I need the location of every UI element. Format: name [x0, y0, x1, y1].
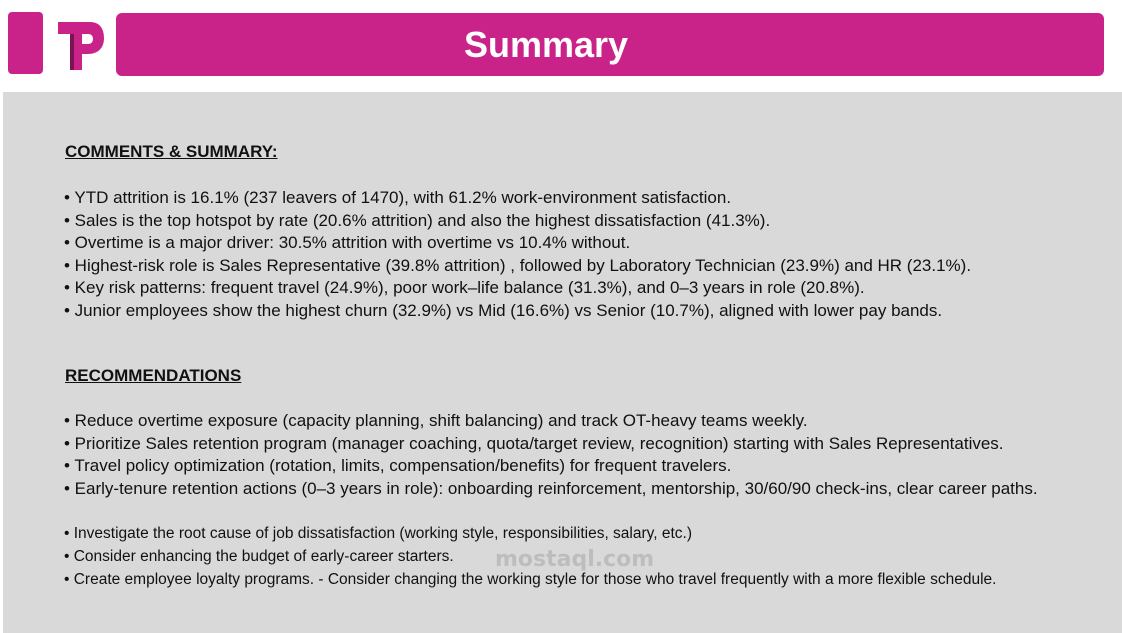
recommendations-heading: RECOMMENDATIONS [65, 366, 242, 385]
list-item: • Overtime is a major driver: 30.5% attrition with overtime vs 10.4% without. [64, 233, 631, 252]
list-item: • YTD attrition is 16.1% (237 leavers of 1470), with 61.2% work-environment satisfaction. [64, 188, 732, 207]
list-item: • Key risk patterns: frequent travel (24.9%), poor work–life balance (31.3%), and 0–3 years in role (20.8%). [64, 278, 865, 297]
list-item: • Prioritize Sales retention program (manager coaching, quota/target review, recognition) starting with Sales Representatives. [64, 433, 1004, 453]
summary-panel [3, 92, 1122, 633]
list-item: • Junior employees show the highest churn (32.9%) vs Mid (16.6%) vs Senior (10.7%), aligned with lower pay bands. [64, 300, 943, 320]
list-item: • Create employee loyalty programs. - Consider changing the working style for those who travel frequently with a more flexible schedule. [64, 571, 997, 588]
list-item: • Consider enhancing the budget of early-career starters. [64, 548, 454, 565]
list-item: • Investigate the root cause of job dissatisfaction (working style, responsibilities, salary, etc.) [64, 525, 693, 542]
list-item: • Reduce overtime exposure (capacity planning, shift balancing) and track OT-heavy teams weekly. [64, 411, 808, 430]
comments-list [64, 187, 1114, 322]
list-item: • Early-tenure retention actions (0–3 years in role): onboarding reinforcement, mentorship, 30/60/90 check-ins, clear career paths. [64, 478, 1038, 498]
list-item: • Travel policy optimization (rotation, limits, compensation/benefits) for frequent travelers. [64, 456, 732, 475]
page-title: Summary [463, 23, 629, 65]
list-item: • Highest-risk role is Sales Representative (39.8% attrition) , followed by Laboratory Technician (23.9%) and HR (23.1%). [64, 255, 972, 275]
recommendations-list [64, 410, 1114, 500]
logo-icon [56, 18, 106, 72]
watermark: mostaql.com [495, 547, 655, 572]
logo-accent-block [8, 12, 43, 74]
list-item: • Sales is the top hotspot by rate (20.6% attrition) and also the highest dissatisfaction (41.3%). [64, 210, 771, 230]
header [0, 0, 1122, 92]
comments-heading: COMMENTS & SUMMARY: [65, 142, 278, 161]
title-banner [116, 13, 1104, 76]
